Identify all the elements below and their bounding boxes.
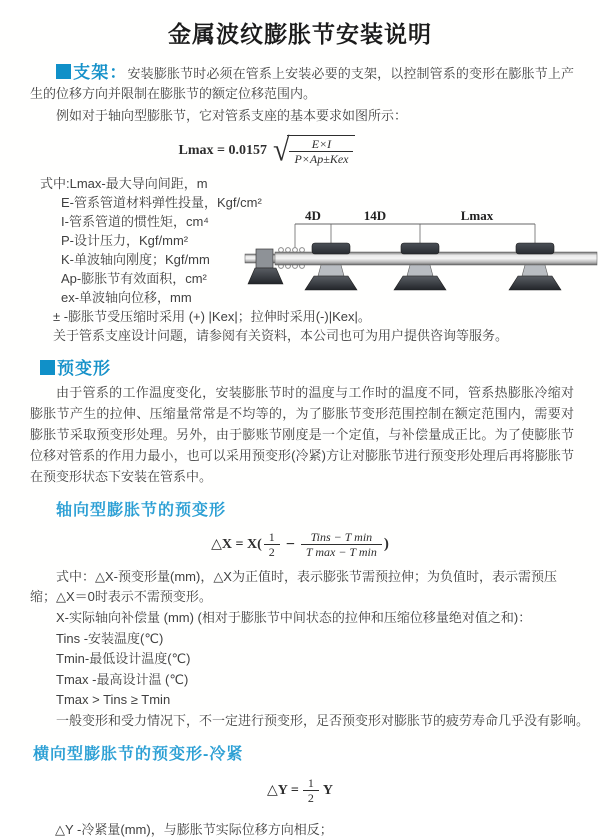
page-title: 金属波纹膨胀节安装说明	[168, 21, 432, 47]
formula-lmax-fraction	[289, 137, 353, 166]
definition-line: Tmin-最低设计温度(℃)	[56, 651, 191, 666]
definition-line: X-实际轴向补偿量 (mm) (相对于膨胀节中间状态的拉伸和压缩位移量绝对值之和)：	[56, 610, 532, 625]
definition-line: E-管系管道材料弹性投量，Kgf/cm²	[61, 195, 262, 210]
predeform-paragraph: 由于管系的工作温度变化，安装膨胀节时的温度与工作时的温度不同，管系热膨胀冷缩对膨胀节产生的拉伸、压缩量常常是不均等的，为了膨胀节变形范围控制在额定范围内，需要对膨胀节采取预变形处理。另外，由于膨账节刚度是一个定值，与补偿量成正比。为了使膨胀节位移对管系的作用力最小，也可以采用预变形(冷紧)方让对膨胀节进行预变形处理后再将膨胀节在预变形状态下安装在管系中。	[30, 385, 574, 484]
definition-line: I-管系管道的惯性矩，cm⁴	[61, 214, 209, 229]
definition-line: 一般变形和受力情况下，不一定进行预变形，足否预变形对膨胀节的疲劳寿命几乎没有影响。	[56, 712, 590, 728]
definition-line: Ap-膨胀节有效面积，cm²	[61, 271, 207, 286]
support-paragraph	[30, 63, 574, 104]
one-half-fraction	[264, 530, 280, 559]
definition-line: Tmax -最高设计温 (℃)	[56, 671, 189, 687]
axial-definitions	[56, 608, 600, 731]
document-page	[0, 16, 600, 837]
formula-lateral-rhs: Y	[322, 782, 333, 798]
formula-lmax	[0, 132, 567, 168]
radical-sign: √	[273, 132, 290, 168]
anchor-block	[256, 249, 273, 268]
section-marker-icon	[40, 360, 55, 375]
temperature-fraction	[301, 530, 382, 559]
one-half-fraction	[303, 776, 319, 805]
pipe-support	[305, 243, 357, 290]
predeform-heading-label: 预变形	[57, 359, 111, 378]
definition-line: Tmax > Tins ≥ Tmin	[56, 692, 171, 707]
formula-lmax-lhs: Lmax = 0.0157	[178, 142, 267, 158]
dim-label-4d: 4D	[305, 208, 321, 223]
temperature-denominator: T max − T min	[301, 544, 382, 559]
formula-lateral-coldpull	[0, 776, 600, 805]
support-paragraph-text: 安装膨胀节时必须在管系上安装必要的支架，以控制管系的变形在膨胀节上产生的位移方向并限制在膨胀节的额定位移范围内。	[30, 66, 574, 101]
pipe-support	[394, 243, 446, 290]
definition-line: K-单波轴向刚度；Kgf/mm	[61, 252, 210, 267]
lateral-subheading: 横向型膨胀节的预变形-冷紧	[33, 746, 244, 763]
close-paren: )	[383, 536, 389, 552]
support-heading-label: 支架：	[73, 63, 128, 82]
definition-line: Tins -安装温度(℃)	[56, 630, 164, 646]
section-marker-icon	[56, 64, 71, 79]
definition-line: ex-单波轴向位移，mm	[61, 290, 192, 305]
formula-axial-lhs: △X = X(	[211, 537, 262, 552]
definition-line: P-设计压力，Kgf/mm²	[61, 233, 189, 248]
half-numerator: 1	[307, 776, 314, 790]
anchor-base	[248, 268, 283, 284]
formula-lmax-numerator: E×I	[311, 137, 332, 151]
half-denominator: 2	[264, 544, 280, 559]
definition-line: 式中:Lmax-最大导向间距，m	[40, 176, 208, 191]
support-heading	[56, 63, 128, 82]
half-denominator: 2	[303, 790, 319, 805]
definition-line: ± -膨胀节受压缩时采用 (+) |Kex|；拉伸时采用(-)|Kex|。	[53, 309, 371, 324]
dim-label-lmax: Lmax	[460, 208, 494, 223]
dim-label-14d: 14D	[363, 208, 387, 223]
support-example-line: 例如对于轴向型膨胀节，它对管系支座的基本要求如图所示：	[56, 108, 408, 123]
predeform-heading	[40, 354, 600, 379]
temperature-numerator: Tins − T min	[310, 530, 373, 544]
lateral-note: △Y -冷紧量(mm)，与膨胀节实际位移方向相反；	[55, 822, 333, 837]
radical-body	[287, 135, 355, 166]
pipe-support	[509, 243, 561, 290]
axial-formula-note: 式中：△X-预变形量(mm)，△X为正值时，表示膨张节需预拉伸；为负值时，表示需预压缩；△X＝0时表示不需预变形。	[30, 569, 557, 604]
formula-axial-predeform	[0, 530, 600, 559]
formula-lmax-denominator: P×Ap±Kex	[289, 151, 353, 166]
formula-lateral-lhs: △Y =	[267, 783, 299, 798]
half-numerator: 1	[268, 530, 275, 544]
axial-subheading: 轴向型膨胀节的预变形	[56, 502, 227, 519]
pipe-support-diagram	[243, 206, 600, 308]
definition-line: 关于管系支座设计问题，请参阅有关资料，本公司也可为用户提供咨询等服务。	[53, 328, 509, 343]
minus-sign: −	[285, 535, 295, 553]
